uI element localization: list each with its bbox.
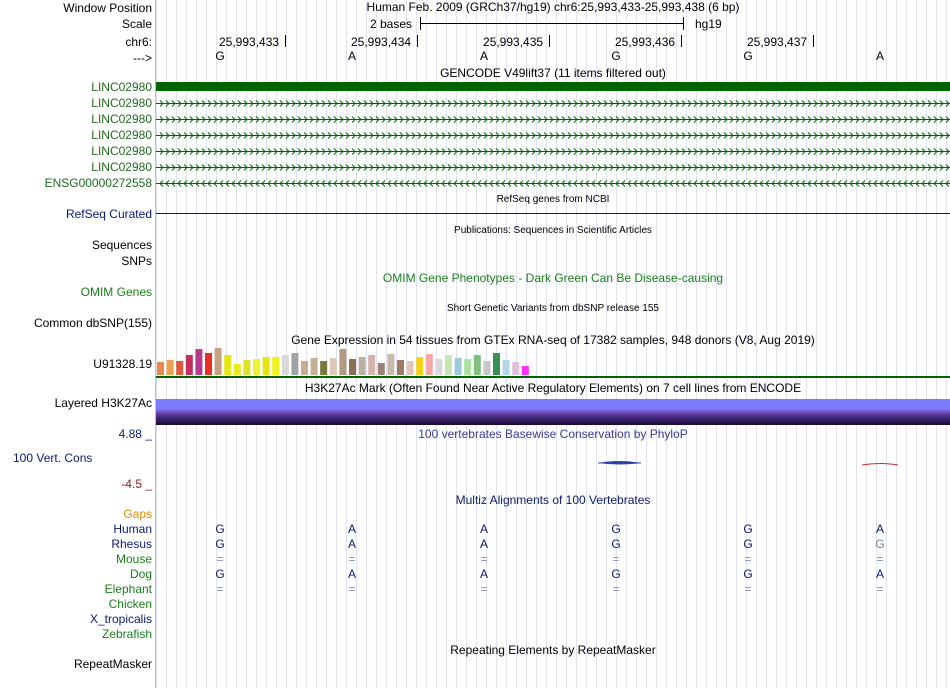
- reference-base: A: [479, 49, 488, 63]
- aligned-base: =: [480, 582, 488, 596]
- gaps-label: Gaps: [123, 507, 152, 521]
- aligned-base: A: [875, 567, 884, 581]
- aligned-base: =: [612, 552, 620, 566]
- gtex-tissue-bar[interactable]: [291, 353, 298, 375]
- aligned-base: G: [743, 522, 753, 536]
- gtex-tissue-bar[interactable]: [339, 349, 346, 375]
- gene-label[interactable]: LINC02980: [91, 128, 152, 142]
- gene-label[interactable]: ENSG00000272558: [44, 176, 152, 190]
- gtex-tissue-bar[interactable]: [512, 362, 519, 375]
- gtex-tissue-bar[interactable]: [349, 359, 356, 375]
- gtex-tissue-bar[interactable]: [176, 361, 183, 375]
- aligned-base: G: [215, 522, 225, 536]
- ruler-coordinate: 25,993,437: [747, 35, 808, 49]
- conservation-max-label: 4.88 _: [118, 427, 152, 441]
- reference-base: G: [611, 49, 621, 63]
- ruler-tick: [285, 35, 286, 47]
- h3k27ac-track-label[interactable]: Layered H3K27Ac: [54, 396, 152, 410]
- aligned-base: =: [744, 552, 752, 566]
- reference-base: A: [875, 49, 884, 63]
- aligned-base: G: [743, 567, 753, 581]
- gtex-tissue-bar[interactable]: [503, 360, 510, 375]
- aligned-base: G: [743, 537, 753, 551]
- gene-label[interactable]: LINC02980: [91, 96, 152, 110]
- gtex-tissue-bar[interactable]: [387, 354, 394, 375]
- gtex-tissue-bar[interactable]: [272, 357, 279, 375]
- gtex-gene-label[interactable]: U91328.19: [93, 357, 152, 371]
- gtex-gene-line: [156, 376, 950, 378]
- gtex-tissue-bar[interactable]: [445, 355, 452, 375]
- assembly-label: hg19: [695, 17, 722, 31]
- aligned-base: =: [216, 552, 224, 566]
- gene-model-line[interactable]: [156, 147, 950, 156]
- omim-track-title: OMIM Gene Phenotypes - Dark Green Can Be Disease-causing: [382, 271, 724, 285]
- aligned-base: A: [347, 537, 356, 551]
- aligned-base: G: [611, 522, 621, 536]
- aligned-base: =: [348, 582, 356, 596]
- species-label: Mouse: [115, 552, 152, 566]
- gene-label[interactable]: LINC02980: [91, 160, 152, 174]
- species-label: Dog: [129, 567, 152, 581]
- gtex-tissue-bar[interactable]: [167, 360, 174, 375]
- gtex-tissue-bar[interactable]: [522, 366, 529, 375]
- gtex-tissue-bar[interactable]: [205, 353, 212, 375]
- publications-track-title: Publications: Sequences in Scientific Articles: [454, 225, 652, 236]
- aligned-base: G: [611, 537, 621, 551]
- aligned-base: A: [479, 537, 488, 551]
- repeatmasker-track-label[interactable]: RepeatMasker: [73, 657, 152, 671]
- gtex-track-title: Gene Expression in 54 tissues from GTEx RNA-seq of 17382 samples, 948 donors (V8, Aug 2019): [291, 333, 815, 347]
- gtex-tissue-bar[interactable]: [407, 361, 414, 375]
- aligned-base: A: [875, 522, 884, 536]
- gene-model-line[interactable]: [156, 99, 950, 108]
- gene-model-line[interactable]: [156, 179, 950, 188]
- h3k27ac-signal[interactable]: [156, 399, 950, 425]
- gtex-tissue-bar[interactable]: [464, 359, 471, 375]
- gene-label[interactable]: LINC02980: [91, 144, 152, 158]
- gtex-tissue-bar[interactable]: [435, 359, 442, 375]
- ruler-coordinate: 25,993,436: [615, 35, 676, 49]
- species-label: Zebrafish: [101, 627, 152, 641]
- reference-base: G: [215, 49, 225, 63]
- gtex-tissue-bar[interactable]: [368, 355, 375, 375]
- scale-bar: [420, 17, 684, 31]
- aligned-base: A: [479, 522, 488, 536]
- aligned-base: =: [348, 552, 356, 566]
- gene-exon-block[interactable]: [156, 82, 950, 91]
- gtex-tissue-bar[interactable]: [397, 360, 404, 375]
- gtex-tissue-bar[interactable]: [359, 357, 366, 375]
- aligned-base: G: [215, 537, 225, 551]
- aligned-base: G: [875, 537, 885, 551]
- aligned-base: =: [876, 582, 884, 596]
- gtex-tissue-bar[interactable]: [493, 353, 500, 375]
- gene-model-line[interactable]: [156, 131, 950, 140]
- ruler-tick: [813, 35, 814, 47]
- gtex-tissue-bar[interactable]: [301, 361, 308, 375]
- strand-arrow-label: --->: [133, 51, 152, 65]
- gtex-tissue-bar[interactable]: [157, 362, 164, 375]
- scale-label: Scale: [121, 17, 152, 31]
- aligned-base: G: [215, 567, 225, 581]
- aligned-base: A: [347, 567, 356, 581]
- gene-label[interactable]: LINC02980: [91, 80, 152, 94]
- gtex-tissue-bar[interactable]: [426, 354, 433, 375]
- aligned-base: =: [612, 582, 620, 596]
- gene-model-line[interactable]: [156, 163, 950, 172]
- refseq-track-title: RefSeq genes from NCBI: [496, 194, 610, 205]
- gencode-track-title: GENCODE V49lift37 (11 items filtered out): [440, 66, 666, 80]
- gtex-tissue-bar[interactable]: [243, 360, 250, 375]
- dbsnp-track-label[interactable]: Common dbSNP(155): [33, 316, 152, 330]
- dbsnp-track-title: Short Genetic Variants from dbSNP release 155: [447, 303, 659, 314]
- reference-base: A: [347, 49, 356, 63]
- gtex-tissue-bar[interactable]: [195, 349, 202, 375]
- gtex-tissue-bar[interactable]: [455, 358, 462, 375]
- aligned-base: A: [479, 567, 488, 581]
- track-data-column[interactable]: [156, 0, 950, 688]
- species-label: X_tropicalis: [89, 612, 152, 626]
- gtex-tissue-bar[interactable]: [474, 355, 481, 375]
- gtex-tissue-bar[interactable]: [234, 364, 241, 375]
- aligned-base: =: [480, 552, 488, 566]
- gene-model-line[interactable]: [156, 115, 950, 124]
- sequences-track-label[interactable]: Sequences: [91, 238, 152, 252]
- gtex-tissue-bar[interactable]: [263, 357, 270, 375]
- conservation-min-label: -4.5 _: [121, 477, 152, 491]
- window-position-text: Human Feb. 2009 (GRCh37/hg19) chr6:25,993,433-25,993,438 (6 bp): [366, 0, 740, 14]
- ruler-tick: [549, 35, 550, 47]
- window-position-label: Window Position: [63, 1, 152, 15]
- phylop-signal[interactable]: [156, 455, 950, 471]
- refseq-gene-line[interactable]: [156, 213, 950, 214]
- ruler-coordinate: 25,993,435: [483, 35, 544, 49]
- gtex-tissue-bar[interactable]: [378, 363, 385, 375]
- gtex-tissue-bar[interactable]: [311, 358, 318, 375]
- species-label: Rhesus: [111, 537, 152, 551]
- ruler-tick: [417, 35, 418, 47]
- reference-base: G: [743, 49, 753, 63]
- species-label: Elephant: [104, 582, 152, 596]
- species-label: Human: [113, 522, 152, 536]
- gtex-tissue-bar[interactable]: [483, 361, 490, 375]
- gtex-tissue-bar[interactable]: [320, 361, 327, 375]
- gtex-tissue-bar[interactable]: [215, 348, 222, 375]
- gtex-tissue-bar[interactable]: [224, 355, 231, 375]
- aligned-base: G: [611, 567, 621, 581]
- ruler-tick: [681, 35, 682, 47]
- aligned-base: A: [347, 522, 356, 536]
- aligned-base: =: [744, 582, 752, 596]
- chromosome-label: chr6:: [125, 35, 152, 49]
- scale-text: 2 bases: [370, 17, 413, 31]
- refseq-track-label[interactable]: RefSeq Curated: [65, 207, 152, 221]
- phylop-track-title: 100 vertebrates Basewise Conservation by PhyloP: [418, 427, 688, 441]
- gene-label[interactable]: LINC02980: [91, 112, 152, 126]
- aligned-base: =: [876, 552, 884, 566]
- gtex-expression-bars[interactable]: [156, 347, 556, 375]
- gtex-tissue-bar[interactable]: [282, 355, 289, 375]
- track-label-column: [0, 0, 155, 688]
- gtex-tissue-bar[interactable]: [186, 355, 193, 375]
- ruler-coordinate: 25,993,433: [219, 35, 280, 49]
- snps-track-label[interactable]: SNPs: [121, 254, 152, 268]
- multiz-track-title: Multiz Alignments of 100 Vertebrates: [455, 493, 651, 507]
- h3k27ac-track-title: H3K27Ac Mark (Often Found Near Active Regulatory Elements) on 7 cell lines from ENCODE: [304, 381, 802, 395]
- repeatmasker-track-title: Repeating Elements by RepeatMasker: [450, 643, 656, 657]
- gtex-tissue-bar[interactable]: [330, 358, 337, 375]
- omim-track-label[interactable]: OMIM Genes: [80, 285, 152, 299]
- aligned-base: =: [216, 582, 224, 596]
- species-label: Chicken: [108, 597, 152, 611]
- conservation-track-label[interactable]: 100 Vert. Cons: [13, 451, 93, 465]
- gtex-tissue-bar[interactable]: [416, 357, 423, 375]
- gtex-tissue-bar[interactable]: [253, 359, 260, 375]
- ruler-coordinate: 25,993,434: [351, 35, 412, 49]
